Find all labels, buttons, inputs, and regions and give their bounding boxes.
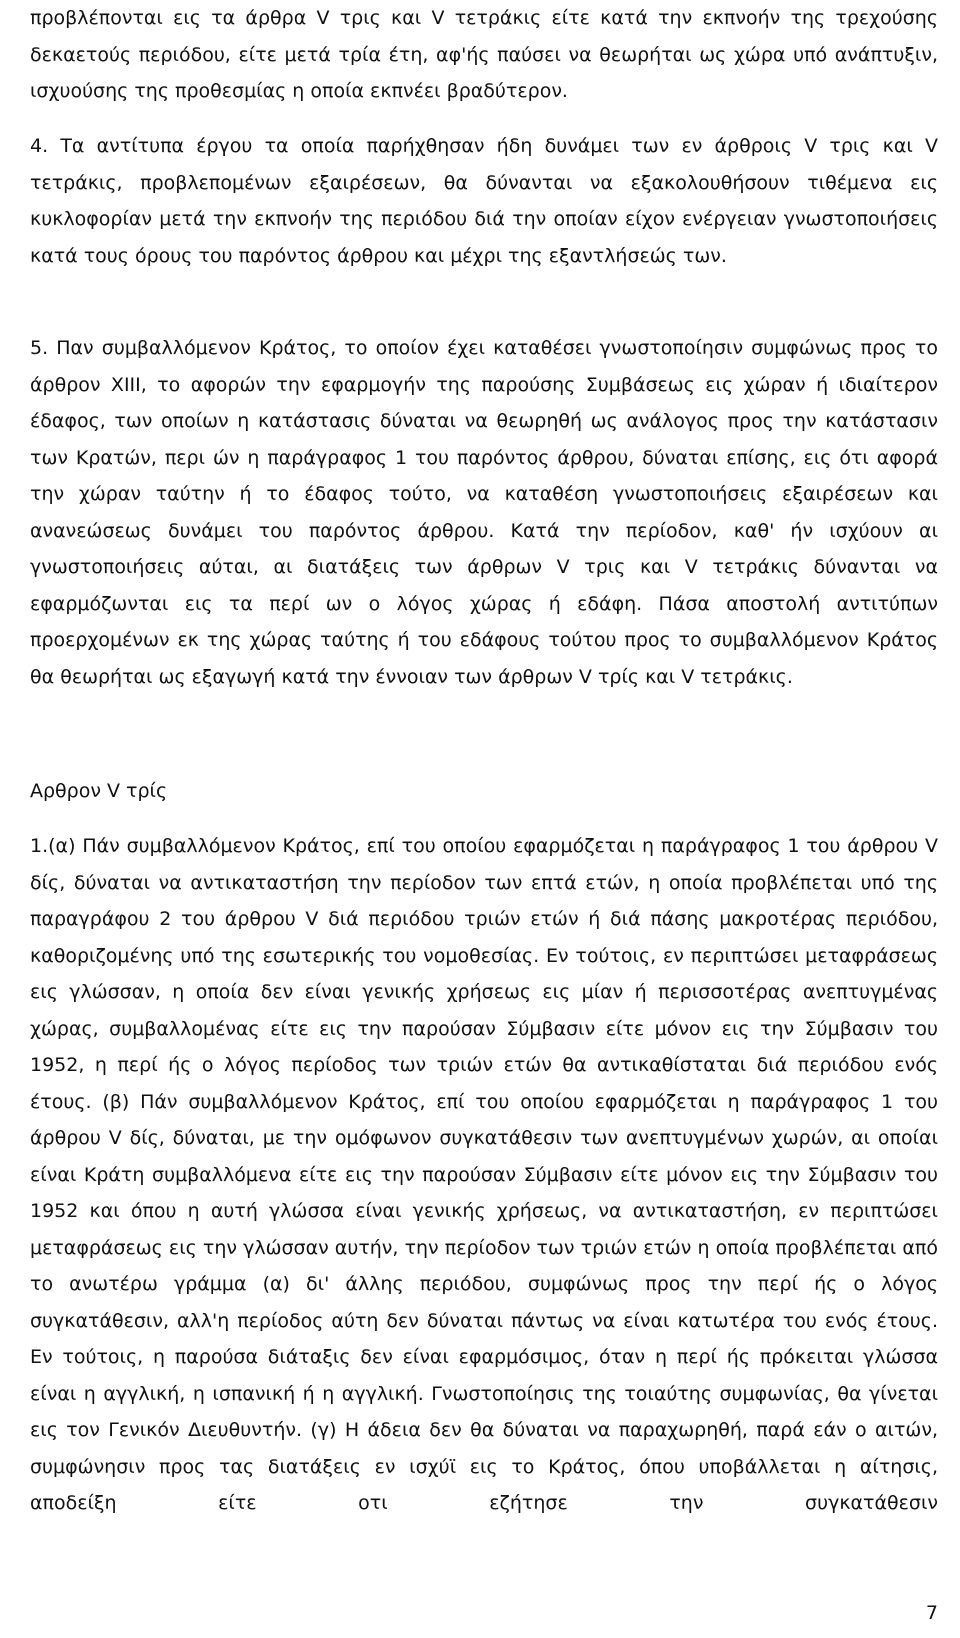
paragraph-continuation: προβλέπονται εις τα άρθρα V τρις και V τετράκις είτε κατά την εκπνοήν της τρεχούσης δεκαετούς περιόδου, είτε μετά τρία έτη, αφ'ής παύσει να θεωρήται ως χώρα υπό ανάπτυξιν, ισχυούσης της προθεσμίας η οποία εκπνέει βραδύτερον.	[30, 7, 938, 102]
paragraph-4: 4. Τα αντίτυπα έργου τα οποία παρήχθησαν ήδη δυνάμει των εν άρθροις V τρις και V τετράκις, προβλεπομένων εξαιρέσεων, θα δύνανται να εξακολουθήσουν τιθέμενα εις κυκλοφορίαν μετά την εκπνοήν της περιόδου διά την οποίαν είχον ενέργειαν γνωστοποιήσεις κατά τους όρους του παρόντος άρθρου και μέχρι της εξαντλήσεώς των.	[30, 135, 938, 267]
article-heading: Αρθρον V τρίς	[30, 780, 168, 802]
page-number: 7	[925, 1602, 938, 1624]
paragraph-1: 1.(α) Πάν συμβαλλόμενον Κράτος, επί του οποίου εφαρμόζεται η παράγραφος 1 του άρθρου V δίς, δύναται να αντικαταστήση την περίοδον των επτά ετών, η οποία προβλέπεται υπό της παραγράφου 2 του άρθρου V διά περιόδου τριών ετών ή διά πάσης μακροτέρας περιόδου, καθοριζομένης υπό της εσωτερικής του νομοθεσίας. Εν τούτοις, εν περιπτώσει μεταφράσεως εις γλώσσαν, η οποία δεν είναι γενικής χρήσεως εις μίαν ή περισσοτέρας ανεπτυγμένας χώρας, συμβαλλομένας είτε εις την παρούσαν Σύμβασιν είτε μόνον εις την Σύμβασιν του 1952, η περί ής ο λόγος περίοδος των τριών ετών θα αντικαθίσταται διά περιόδου ενός έτους. (β) Πάν συμβαλλόμενον Κράτος, επί του οποίου εφαρμόζεται η παράγραφος 1 του άρθρου V δίς, δύναται, με την ομόφωνον συγκατάθεσιν των ανεπτυγμένων χωρών, αι οποίαι είναι Κράτη συμβαλλόμενα είτε εις την παρούσαν Σύμβασιν είτε μόνον εις την Σύμβασιν του 1952 και όπου η αυτή γλώσσα είναι γενικής χρήσεως, να αντικαταστήση, εν περιπτώσει μεταφράσεως εις την γλώσσαν αυτήν, την περίοδον των τριών ετών η οποία προβλέπεται από το ανωτέρω γράμμα (α) δι' άλλης περιόδου, συμφώνως προς την περί ής ο λόγος συγκατάθεσιν, αλλ'η περίοδος αύτη δεν δύναται πάντως να είναι κατωτέρα του ενός έτους. Εν τούτοις, η παρούσα διάταξις δεν είναι εφαρμόσιμος, όταν η περί ής πρόκειται γλώσσα είναι η αγγλική, η ισπανική ή η αγγλική. Γνωστοποίησις της τοιαύτης συμφωνίας, θα γίνεται εις τον Γενικόν Διευθυντήν. (γ) Η άδεια δεν θα δύναται να παραχωρηθή, παρά εάν ο αιτών, συμφώνησιν προς τας διατάξεις εν ισχύϊ εις το Κράτος, όπου υποβάλλεται η αίτησις, αποδείξη είτε οτι εζήτησε την συγκατάθεσιν	[30, 835, 938, 1514]
paragraph-5: 5. Παν συμβαλλόμενον Κράτος, το οποίον έχει καταθέσει γνωστοποίησιν συμφώνως προς το άρθρον XIII, το αφορών την εφαρμογήν της παρούσης Συμβάσεως εις χώραν ή ιδιαίτερον έδαφος, των οποίων η κατάστασις δύναται να θεωρηθή ως ανάλογος προς την κατάστασιν των Κρατών, περι ών η παράγραφος 1 του παρόντος άρθρου, δύναται επίσης, εις ότι αφορά την χώραν ταύτην ή το έδαφος τούτο, να καταθέση γνωστοποιήσεις εξαιρέσεων και ανανεώσεως δυνάμει του παρόντος άρθρου. Κατά την περίοδον, καθ' ήν ισχύουν αι γνωστοποιήσεις αύται, αι διατάξεις των άρθρων V τρις και V τετράκις δύνανται να εφαρμόζωνται εις τα περί ων ο λόγος χώρας ή εδάφη. Πάσα αποστολή αντιτύπων προερχομένων εκ της χώρας ταύτης ή του εδάφους τούτου προς το συμβαλλόμενον Κράτος θα θεωρήται ως εξαγωγή κατά την έννοιαν των άρθρων V τρίς και V τετράκις.	[30, 337, 938, 688]
